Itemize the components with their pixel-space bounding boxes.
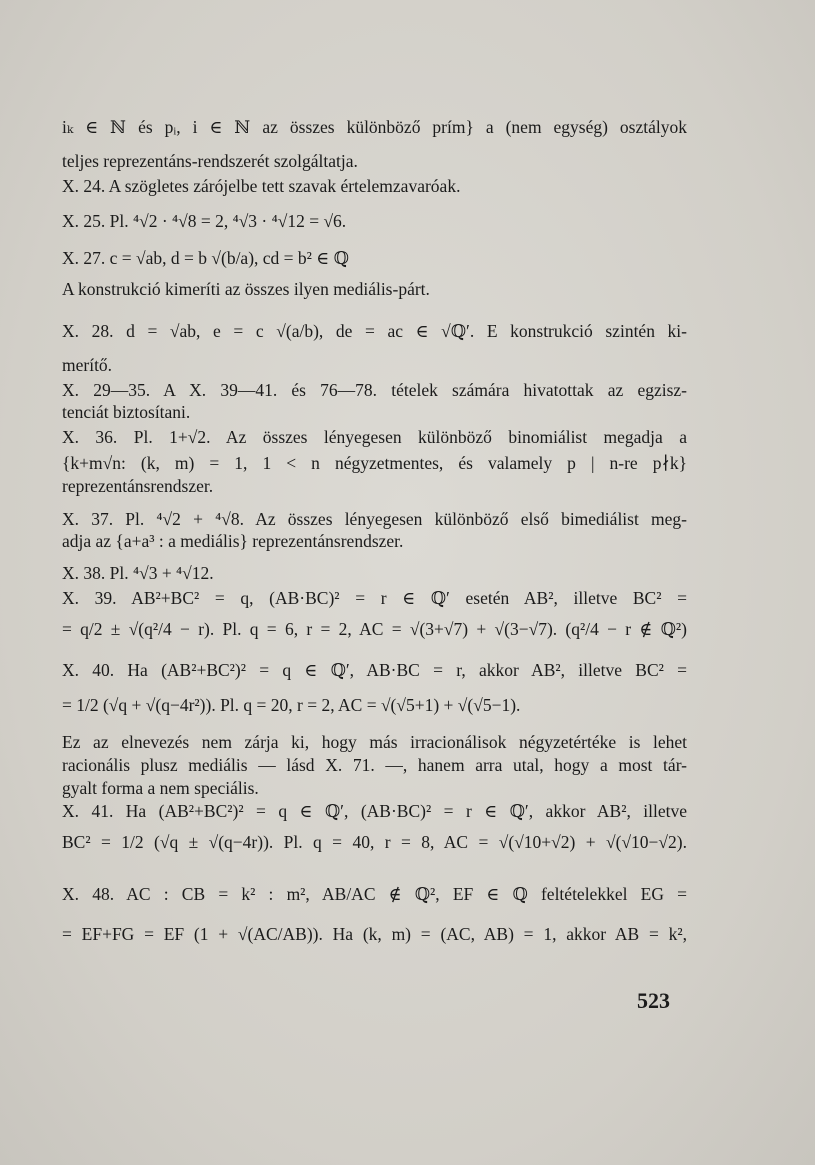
text-line-7: X. 28. d = √ab, e = c √(a/b), de = ac ∈ √ℚ′. E konstrukció szintén ki- (62, 321, 687, 341)
text-line-6: A konstrukció kimeríti az összes ilyen mediális-párt. (62, 279, 430, 299)
text-line-4: X. 25. Pl. ⁴√2 · ⁴√8 = 2, ⁴√3 · ⁴√12 = √6. (62, 211, 347, 231)
text-line-19: X. 40. Ha (AB²+BC²)² = q ∈ ℚ′, AB·BC = r, akkor AB², illetve BC² = (62, 660, 687, 680)
text-line-12: {k+m√n: (k, m) = 1, 1 < n négyzetmentes, és valamely p | n-re p∤k} (62, 453, 687, 473)
page-number: 523 (637, 988, 670, 1013)
text-line-23: gyalt forma a nem speciális. (62, 778, 259, 798)
text-line-21: Ez az elnevezés nem zárja ki, hogy más irracionálisok négyzetértéke is lehet (62, 732, 687, 752)
text-line-11: X. 36. Pl. 1+√2. Az összes lényegesen különböző binomiálist megadja a (62, 427, 687, 447)
text-line-1: iₖ ∈ ℕ és pᵢ, i ∈ ℕ az összes különböző prím} a (nem egység) osztályok (62, 117, 687, 137)
text-line-5: X. 27. c = √ab, d = b √(b/a), cd = b² ∈ ℚ (62, 248, 349, 268)
text-line-8: merítő. (62, 355, 113, 375)
text-line-20: = 1/2 (√q + √(q−4r²)). Pl. q = 20, r = 2, AC = √(√5+1) + √(√5−1). (62, 695, 521, 715)
text-line-25: BC² = 1/2 (√q ± √(q−4r)). Pl. q = 40, r = 8, AC = √(√10+√2) + √(√10−√2). (62, 832, 687, 852)
text-line-14: X. 37. Pl. ⁴√2 + ⁴√8. Az összes lényegesen különböző első bimediálist meg- (62, 509, 687, 529)
text-line-13: reprezentánsrendszer. (62, 476, 214, 496)
text-line-10: tenciát biztosítani. (62, 402, 191, 422)
text-line-18: = q/2 ± √(q²/4 − r). Pl. q = 6, r = 2, AC = √(3+√7) + √(3−√7). (q²/4 − r ∉ ℚ²) (62, 619, 687, 639)
text-line-24: X. 41. Ha (AB²+BC²)² = q ∈ ℚ′, (AB·BC)² = r ∈ ℚ′, akkor AB², illetve (62, 801, 687, 821)
text-line-16: X. 38. Pl. ⁴√3 + ⁴√12. (62, 563, 214, 583)
text-line-17: X. 39. AB²+BC² = q, (AB·BC)² = r ∈ ℚ′ esetén AB², illetve BC² = (62, 588, 687, 608)
text-line-9: X. 29—35. A X. 39—41. és 76—78. tételek számára hivatottak az egzisz- (62, 380, 687, 400)
text-line-22: racionális plusz mediális — lásd X. 71. —, hanem arra utal, hogy a most tár- (62, 755, 687, 775)
text-line-26: X. 48. AC : CB = k² : m², AB/AC ∉ ℚ², EF ∈ ℚ feltételekkel EG = (62, 884, 687, 904)
text-line-15: adja az {a+a³ : a mediális} reprezentánsrendszer. (62, 531, 404, 551)
text-line-2: teljes reprezentáns-rendszerét szolgáltatja. (62, 151, 358, 171)
text-line-27: = EF+FG = EF (1 + √(AC/AB)). Ha (k, m) = (AC, AB) = 1, akkor AB = k², (62, 924, 687, 944)
text-line-3: X. 24. A szögletes zárójelbe tett szavak értelemzavaróak. (62, 176, 461, 196)
